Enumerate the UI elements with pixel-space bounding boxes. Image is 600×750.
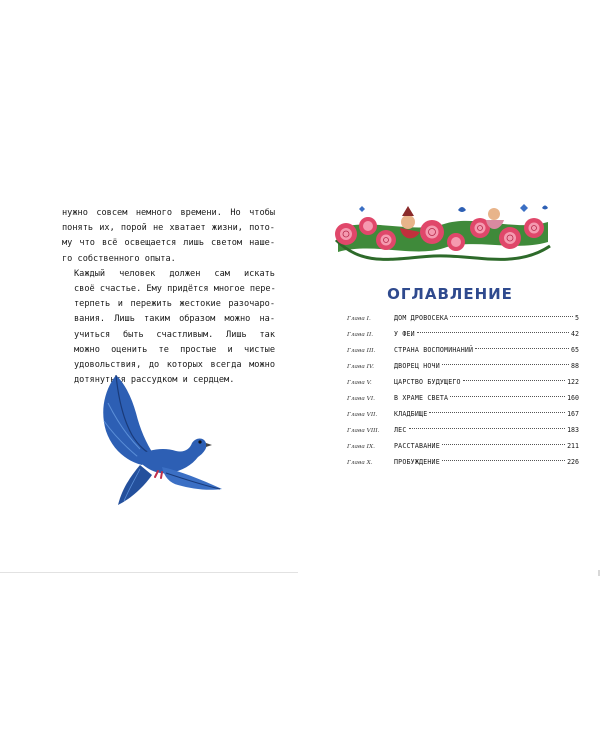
- toc-chapter-name: ЛЕС: [394, 426, 407, 434]
- toc-leader-dots: [450, 316, 573, 317]
- toc-chapter-name: СТРАНА ВОСПОМИНАНИЙ: [394, 346, 474, 354]
- toc-leader-dots: [442, 364, 569, 365]
- toc-row[interactable]: [347, 422, 579, 438]
- toc-chapter-name: РАССТАВАНИЕ: [394, 442, 440, 450]
- text-line: Каждый человек должен сам искать: [74, 268, 275, 279]
- toc-chapter-name: ДОМ ДРОВОСЕКА: [394, 314, 449, 322]
- text-line: понять их, порой не хватает жизни, пото-: [62, 223, 275, 234]
- text-line: терпеть и пережить жестокие разочаро-: [74, 299, 275, 310]
- blue-dove-illustration: [96, 373, 230, 509]
- text-line: удовольствия, до которых всегда можно: [74, 360, 275, 371]
- rose-frieze-illustration: [334, 198, 552, 278]
- toc-leader-dots: [442, 460, 565, 461]
- toc-page-number: 167: [567, 410, 579, 418]
- toc-row[interactable]: [347, 358, 579, 374]
- text-line: вания. Лишь таким образом можно на-: [74, 314, 275, 325]
- toc-chapter-number: Глава III.: [347, 348, 376, 354]
- toc-chapter-number: Глава I.: [347, 316, 371, 322]
- text-line: му что всё освещается лишь светом наше-: [62, 238, 275, 249]
- toc-row[interactable]: [347, 454, 579, 470]
- table-of-contents: [347, 310, 579, 470]
- toc-row[interactable]: [347, 342, 579, 358]
- toc-page-number: 183: [567, 426, 579, 434]
- toc-chapter-number: Глава VI.: [347, 396, 375, 402]
- text-line: учиться быть счастливым. Лишь так: [74, 329, 275, 340]
- toc-chapter-number: Глава II.: [347, 332, 374, 338]
- toc-chapter-number: Глава IX.: [347, 444, 375, 450]
- text-line: дотянуться рассудком и сердцем.: [74, 375, 235, 386]
- toc-page-number: 5: [575, 314, 579, 322]
- page-edge-line: [0, 572, 298, 573]
- toc-chapter-number: Глава VIII.: [347, 428, 380, 434]
- toc-title: ОГЛАВЛЕНИЕ: [387, 285, 513, 303]
- toc-leader-dots: [463, 380, 565, 381]
- toc-row[interactable]: [347, 438, 579, 454]
- toc-page-number: 211: [567, 442, 579, 450]
- text-line: нужно совсем немного времени. Но чтобы: [62, 208, 275, 218]
- toc-page-number: 88: [571, 362, 579, 370]
- text-line: можно оценить те простые и чистые: [74, 344, 275, 355]
- toc-leader-dots: [442, 444, 565, 445]
- toc-page-number: 122: [567, 378, 579, 386]
- toc-row[interactable]: [347, 406, 579, 422]
- toc-page-number: 42: [571, 330, 579, 338]
- text-line: го собственного опыта.: [62, 253, 176, 264]
- toc-row[interactable]: [347, 390, 579, 406]
- toc-page-number: 226: [567, 458, 579, 466]
- paragraph-1: [62, 206, 275, 267]
- toc-leader-dots: [450, 396, 565, 397]
- toc-chapter-name: КЛАДБИЩЕ: [394, 410, 428, 418]
- toc-chapter-name: В ХРАМЕ СВЕТА: [394, 394, 449, 402]
- toc-page-number: 65: [571, 346, 579, 354]
- toc-chapter-name: ПРОБУЖДЕНИЕ: [394, 458, 440, 466]
- right-page: [300, 0, 600, 750]
- toc-row[interactable]: [347, 310, 579, 326]
- toc-chapter-name: У ФЕИ: [394, 330, 415, 338]
- toc-chapter-number: Глава V.: [347, 380, 372, 386]
- text-line: своё счастье. Ему придётся многое пере-: [74, 284, 276, 295]
- toc-chapter-name: ДВОРЕЦ НОЧИ: [394, 362, 440, 370]
- toc-row[interactable]: [347, 374, 579, 390]
- toc-leader-dots: [417, 332, 569, 333]
- toc-chapter-number: Глава IV.: [347, 364, 374, 370]
- toc-leader-dots: [475, 348, 569, 349]
- paragraph-2: [62, 267, 275, 389]
- toc-chapter-number: Глава VII.: [347, 412, 378, 418]
- body-text: [62, 206, 275, 388]
- toc-row[interactable]: [347, 326, 579, 342]
- toc-leader-dots: [429, 412, 565, 413]
- toc-leader-dots: [409, 428, 566, 429]
- toc-page-number: 160: [567, 394, 579, 402]
- toc-chapter-number: Глава X.: [347, 460, 373, 466]
- toc-chapter-name: ЦАРСТВО БУДУЩЕГО: [394, 378, 461, 386]
